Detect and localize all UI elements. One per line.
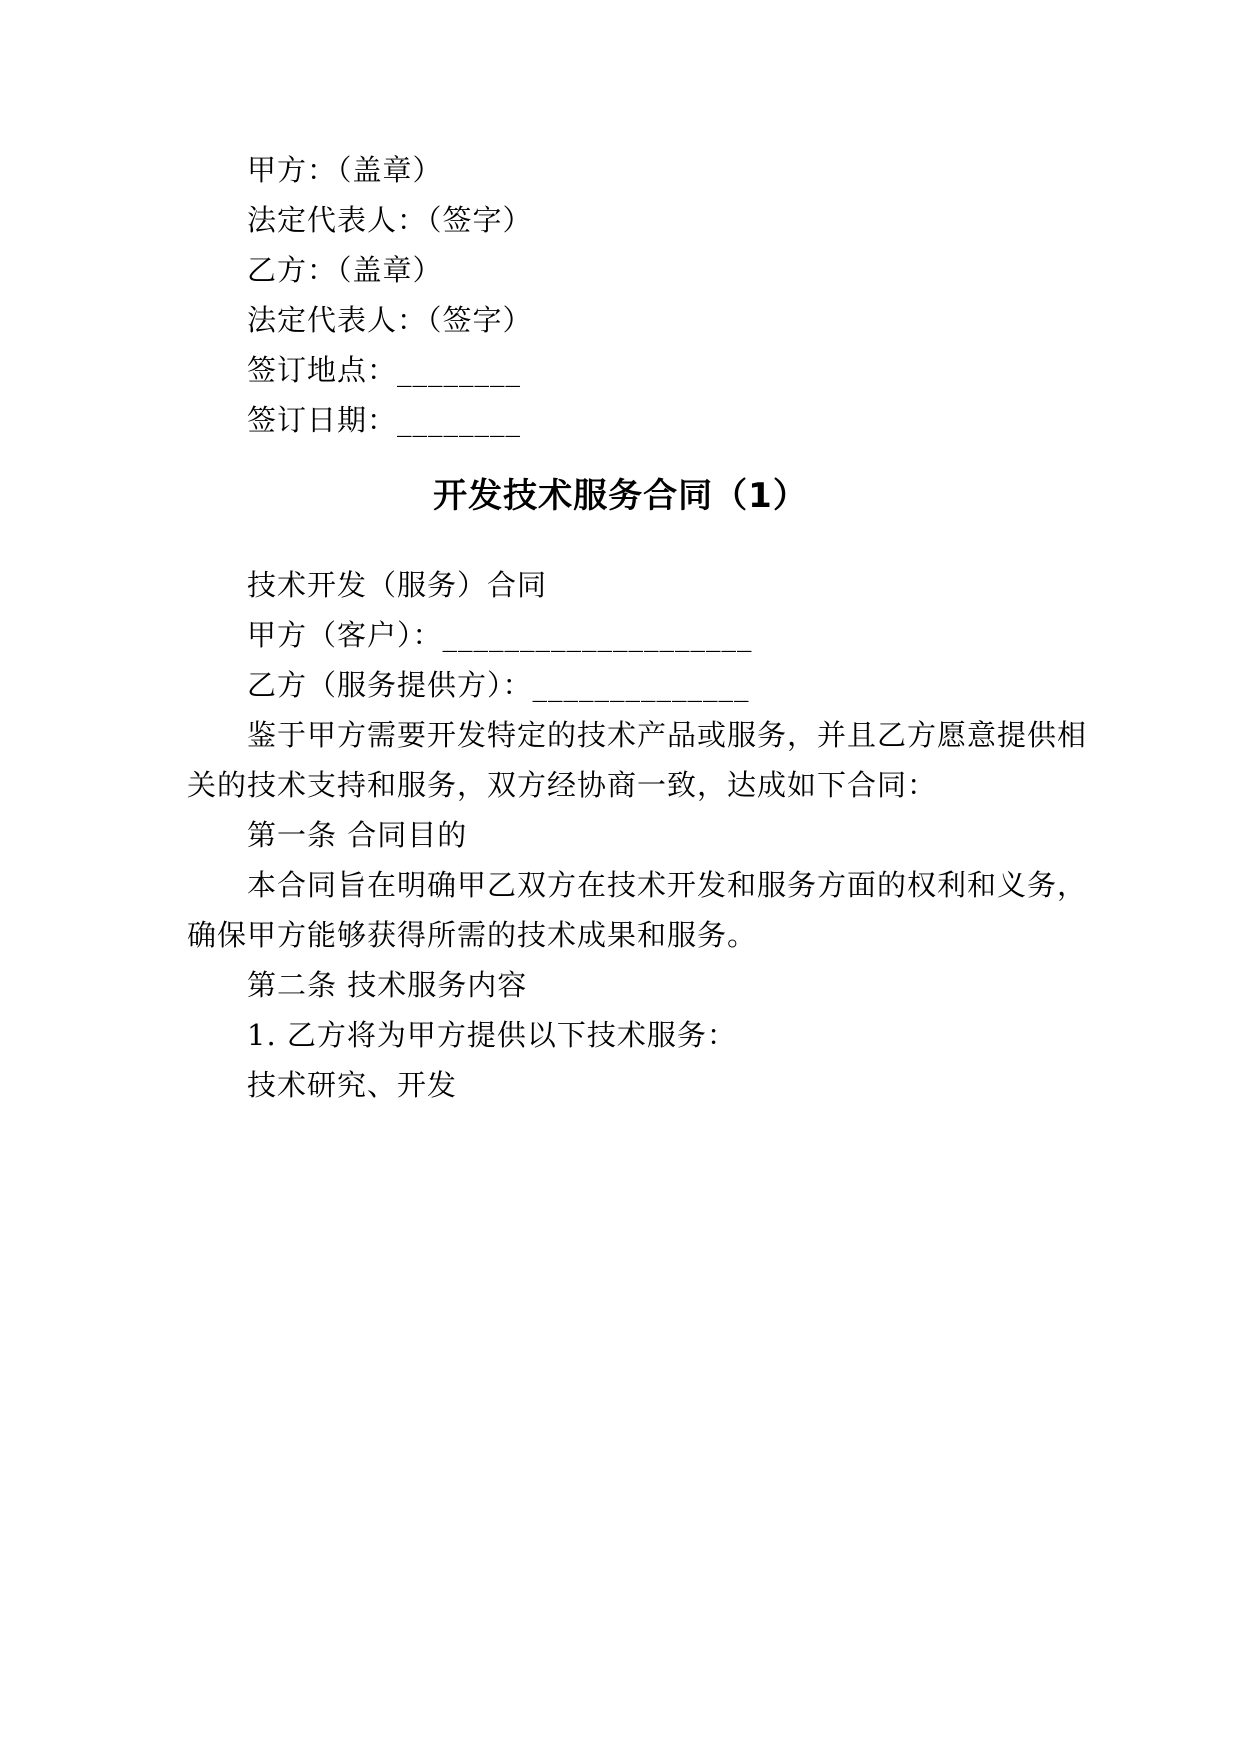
legal-rep-b-signature-line: 法定代表人：（签字） [247, 303, 533, 337]
article-1-line-2: 确保甲方能够获得所需的技术成果和服务。 [187, 918, 758, 952]
preamble-line-1: 鉴于甲方需要开发特定的技术产品或服务，并且乙方愿意提供相 [247, 718, 1088, 752]
legal-rep-a-signature-line: 法定代表人：（签字） [247, 203, 533, 237]
article-1-heading: 第一条 合同目的 [247, 818, 468, 852]
party-a-client-line: 甲方（客户）：____________________ [247, 618, 753, 652]
signing-date-line: 签订日期：________ [247, 403, 522, 437]
party-b-seal-line: 乙方：（盖章） [247, 253, 443, 287]
party-a-seal-line: 甲方：（盖章） [247, 153, 443, 187]
article-1-line-1: 本合同旨在明确甲乙双方在技术开发和服务方面的权利和义务， [247, 868, 1088, 902]
preamble-line-2: 关的技术支持和服务，双方经协商一致，达成如下合同： [187, 768, 938, 802]
document-title: 开发技术服务合同（1） [433, 476, 808, 516]
article-2-item-1: 1. 乙方将为甲方提供以下技术服务： [247, 1018, 737, 1052]
signing-place-line: 签订地点：________ [247, 353, 522, 387]
article-2-item-1-detail: 技术研究、开发 [247, 1068, 458, 1102]
party-b-provider-line: 乙方（服务提供方）：______________ [247, 668, 750, 702]
article-2-heading: 第二条 技术服务内容 [247, 968, 528, 1002]
contract-name-line: 技术开发（服务）合同 [247, 568, 548, 602]
